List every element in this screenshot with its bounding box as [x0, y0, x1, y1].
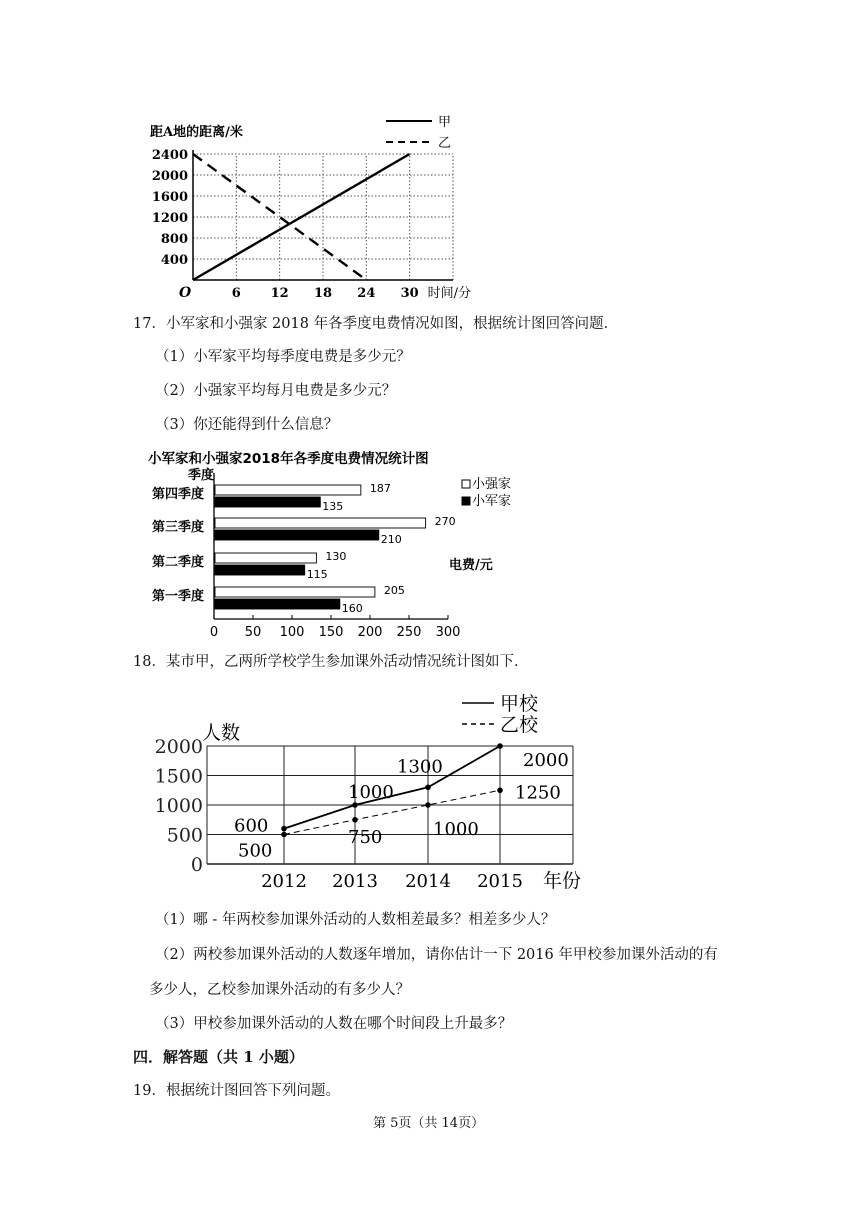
q18-part-2: （2）两校参加课外活动的人数逐年增加，请你估计一下 2016 年甲校参加课外活动的有 — [155, 947, 718, 963]
legend-swatch — [462, 480, 470, 488]
x-tick-label: 100 — [279, 625, 305, 640]
bar-value-label: 130 — [325, 550, 347, 563]
bar-value-label: 135 — [322, 500, 344, 513]
legend-label: 乙 — [438, 136, 452, 151]
x-tick-label: 0 — [209, 625, 219, 640]
data-point — [352, 802, 358, 808]
y-tick-label: 1600 — [151, 190, 188, 205]
data-label: 500 — [238, 840, 273, 862]
legend-label: 乙校 — [500, 714, 539, 736]
y-axis-label: 人数 — [202, 722, 241, 744]
x-tick-label: 250 — [396, 625, 422, 640]
electricity-bar-chart — [140, 443, 540, 643]
q17-stem: 17．小军家和小强家 2018 年各季度电费情况如图，根据统计图回答问题． — [133, 316, 619, 332]
x-tick-label: 2015 — [477, 871, 523, 892]
bar — [215, 497, 320, 507]
bar — [215, 553, 316, 563]
x-tick-label: 2012 — [261, 871, 307, 892]
bar — [215, 587, 375, 597]
y-tick-label: 1200 — [151, 211, 188, 226]
q18-part-3: （3）甲校参加课外活动的人数在哪个时间段上升最多？ — [155, 1016, 513, 1032]
data-label: 2000 — [523, 750, 569, 771]
data-point — [497, 743, 503, 749]
data-label: 1000 — [433, 819, 479, 840]
y-tick-label: 400 — [160, 253, 188, 268]
bar-value-label: 270 — [434, 515, 456, 528]
y-tick-label: 2000 — [154, 736, 203, 758]
x-tick-label: 12 — [270, 286, 289, 301]
legend-label: 甲校 — [500, 693, 539, 715]
bar — [215, 530, 379, 540]
x-tick-label: 200 — [357, 625, 383, 640]
legend-label: 小强家 — [472, 477, 512, 492]
data-label: 600 — [234, 815, 269, 837]
x-tick-label: 300 — [435, 625, 461, 640]
bar — [215, 518, 426, 528]
x-tick-label: 6 — [231, 286, 241, 301]
x-tick-label: 30 — [400, 286, 419, 301]
data-point — [281, 832, 287, 838]
school-activity-line-chart — [145, 686, 615, 896]
data-label: 1000 — [348, 782, 394, 803]
q17-part-3: （3）你还能得到什么信息？ — [155, 417, 339, 433]
legend-swatch — [462, 497, 470, 505]
origin-label: O — [179, 285, 192, 301]
x-axis-label: 年份 — [543, 870, 582, 892]
category-label: 第二季度 — [152, 555, 205, 570]
y-tick-label: 2000 — [151, 169, 188, 184]
x-axis-label: 电费/元 — [449, 558, 493, 573]
q17-part-2: （2）小强家平均每月电费是多少元？ — [155, 383, 397, 399]
data-label: 1250 — [515, 782, 561, 804]
legend-label: 甲 — [438, 115, 452, 130]
category-label: 第三季度 — [152, 520, 205, 535]
distance-time-chart — [130, 100, 500, 305]
x-tick-label: 2013 — [332, 871, 378, 892]
category-label: 第一季度 — [152, 589, 205, 604]
x-tick-label: 50 — [244, 625, 262, 640]
bar — [215, 599, 340, 609]
x-tick-label: 2014 — [405, 871, 451, 892]
q18-part-2-cont: 多少人，乙校参加课外活动的有多少人？ — [149, 982, 410, 998]
x-axis-label: 时间/分 — [427, 286, 472, 301]
y-tick-label: 2400 — [151, 148, 188, 163]
page-footer: 第 5页（共 14页） — [373, 1116, 485, 1131]
y-tick-label: 1000 — [154, 795, 203, 817]
data-point — [281, 826, 287, 832]
data-label: 750 — [348, 826, 383, 848]
data-point — [425, 802, 431, 808]
data-point — [352, 817, 358, 823]
data-point — [497, 787, 503, 793]
y-axis-label: 距A地的距离/米 — [150, 125, 243, 140]
legend-label: 小军家 — [472, 494, 512, 509]
bar-value-label: 187 — [369, 482, 391, 495]
q19-stem: 19．根据统计图回答下列问题。 — [133, 1083, 340, 1099]
y-tick-label: 0 — [190, 854, 203, 876]
q17-part-1: （1）小军家平均每季度电费是多少元？ — [155, 349, 411, 365]
x-tick-label: 18 — [313, 286, 333, 301]
y-tick-label: 800 — [160, 232, 188, 247]
bar-value-label: 210 — [380, 533, 402, 546]
section-4-title: 四．解答题（共 1 小题） — [133, 1048, 304, 1066]
y-axis-label: 季度 — [188, 468, 215, 483]
bar — [215, 485, 361, 495]
bar-value-label: 205 — [383, 584, 405, 597]
x-tick-label: 24 — [357, 286, 376, 301]
x-tick-label: 150 — [318, 625, 344, 640]
data-label: 1300 — [397, 756, 443, 778]
data-point — [425, 785, 431, 791]
q18-part-1: （1）哪 - 年两校参加课外活动的人数相差最多？相差多少人？ — [155, 912, 556, 928]
bar — [215, 565, 305, 575]
category-label: 第四季度 — [152, 487, 205, 502]
chart-title: 小军家和小强家2018年各季度电费情况统计图 — [148, 451, 429, 467]
y-tick-label: 500 — [166, 824, 203, 847]
q18-stem: 18．某市甲，乙两所学校学生参加课外活动情况统计图如下． — [133, 654, 529, 670]
bar-value-label: 115 — [306, 568, 328, 581]
y-tick-label: 1500 — [154, 765, 203, 788]
bar-value-label: 160 — [341, 602, 363, 615]
